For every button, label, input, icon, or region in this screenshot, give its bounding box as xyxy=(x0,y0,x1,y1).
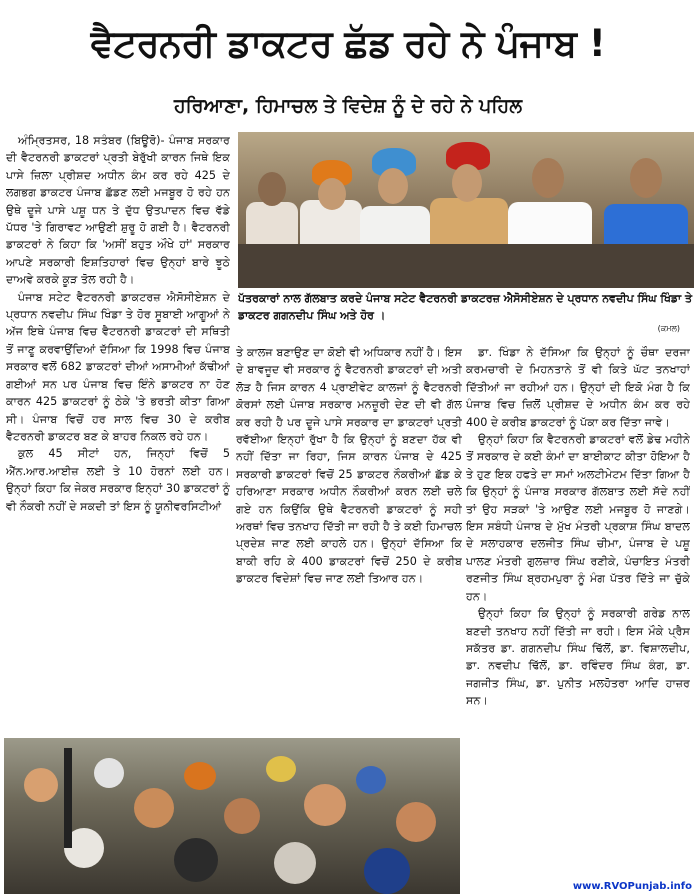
subheadline: ਹਰਿਆਣਾ, ਹਿਮਾਚਲ ਤੇ ਵਿਦੇਸ਼ ਨੂੰ ਦੇ ਰਹੇ ਨੇ ਪਹਿਲ xyxy=(173,95,523,117)
article-column-1 xyxy=(6,132,230,727)
paragraph: ਅੰਮ੍ਰਿਤਸਰ, 18 ਸਤੰਬਰ (ਬਿਊਰੋ)- ਪੰਜਾਬ ਸਰਕਾਰ ਦੀ ਵੈਟਰਨਰੀ ਡਾਕਟਰਾਂ ਪ੍ਰਤੀ ਬੇਰੁੱਖੀ ਕਾਰਨ ਜਿਥੇ ਇਕ ਪਾਸੇ ਜ਼ਿਲਾ ਪ੍ਰੀਸ਼ਦ ਅਧੀਨ ਕੰਮ ਕਰ ਰਹੇ 425 ਦੇ ਲਗਭਗ ਡਾਕਟਰ ਪੰਜਾਬ ਛੱਡਣ ਲਈ ਮਜਬੂਰ ਹੋ ਰਹੇ ਹਨ ਉਥੇ ਦੂਜੇ ਪਾਸੇ ਪਸ਼ੂ ਧਨ ਤੇ ਦੁੱਧ ਉਤਪਾਦਨ ਵਿਚ ਵੱਡੇ ਪੱਧਰ 'ਤੇ ਗਿਰਾਵਟ ਆਉਣੀ ਸ਼ੁਰੂ ਹੋ ਗਈ ਹੈ। ਵੈਟਰਨਰੀ ਡਾਕਟਰਾਂ ਨੇ ਕਿਹਾ ਕਿ 'ਅਸੀਂ ਬਹੁਤ ਔਖੇ ਹਾਂ' ਸਰਕਾਰ ਆਪਣੇ ਸਰਕਾਰੀ ਇਸ਼ਤਿਹਾਰਾਂ ਵਿਚ ਉਨ੍ਹਾਂ ਬਾਰੇ ਝੂਠੇ ਦਾਅਵੇ ਕਰਕੇ ਕੂੜ ਤੋਲ ਰਹੀ ਹੈ। xyxy=(6,134,230,287)
paragraph: ਕੁਲ 45 ਸੀਟਾਂ ਹਨ, ਜਿਨ੍ਹਾਂ ਵਿਚੋਂ 5 ਐੱਨ.ਆਰ.ਆਈਜ਼ ਲਈ ਤੇ 10 ਹੋਰਨਾਂ ਲਈ ਹਨ। ਉਨ੍ਹਾਂ ਕਿਹਾ ਕਿ ਜੇਕਰ ਸਰਕਾਰ ਇਨ੍ਹਾਂ 30 ਡਾਕਟਰਾਂ ਨੂੰ ਵੀ ਨੌਕਰੀ ਨਹੀਂ ਦੇ ਸਕਦੀ ਤਾਂ ਇਸ ਨੂੰ ਯੂਨੀਵਰਸਿਟੀਆਂ xyxy=(6,447,230,513)
paragraph: ਉਨ੍ਹਾਂ ਕਿਹਾ ਕਿ ਉਨ੍ਹਾਂ ਨੂੰ ਸਰਕਾਰੀ ਗਰੇਡ ਨਾਲ ਬਣਦੀ ਤਨਖਾਹ ਨਹੀਂ ਦਿੱਤੀ ਜਾ ਰਹੀ। ਇਸ ਮੌਕੇ ਪ੍ਰੈਸ ਸਕੱਤਰ ਡਾ. ਗਗਨਦੀਪ ਸਿੰਘ ਢਿੱਲੋਂ, ਡਾ. ਵਿਸ਼ਾਲਦੀਪ, ਡਾ. ਨਵਦੀਪ ਢਿੱਲੋਂ, ਡਾ. ਰਵਿੰਦਰ ਸਿੰਘ ਕੰਗ, ਡਾ. ਜਗਜੀਤ ਸਿੰਘ, ਡਾ. ਪੁਨੀਤ ਮਲਹੋਤਰਾ ਆਦਿ ਹਾਜ਼ਰ ਸਨ। xyxy=(466,607,690,708)
photo-caption xyxy=(238,290,694,340)
paragraph: ਉਨ੍ਹਾਂ ਕਿਹਾ ਕਿ ਵੈਟਰਨਰੀ ਡਾਕਟਰਾਂ ਵਲੋਂ ਡੇਢ ਮਹੀਨੇ ਤੋਂ ਸਰਕਾਰ ਦੇ ਕਈ ਕੰਮਾਂ ਦਾ ਬਾਈਕਾਟ ਕੀਤਾ ਹੋਇਆ ਹੈ ਤੇ ਹੁਣ ਇਕ ਹਫਤੇ ਦਾ ਸਮਾਂ ਅਲਟੀਮੇਟਮ ਦਿੱਤਾ ਗਿਆ ਹੈ ਕਿ ਉਨ੍ਹਾਂ ਨੂੰ ਪੰਜਾਬ ਸਰਕਾਰ ਗੱਲਬਾਤ ਲਈ ਸੱਦੇ ਨਹੀਂ ਤਾਂ ਉਹ ਸੜਕਾਂ 'ਤੇ ਆਉਣ ਲਈ ਮਜਬੂਰ ਹੋ ਜਾਣਗੇ। ਇਸ ਸਬੰਧੀ ਪੰਜਾਬ ਦੇ ਮੁੱਖ ਮੰਤਰੀ ਪ੍ਰਕਾਸ਼ ਸਿੰਘ ਬਾਦਲ ਦੇ ਸਲਾਹਕਾਰ ਦਲਜੀਤ ਸਿੰਘ ਚੀਮਾ, ਪੰਜਾਬ ਦੇ ਪਸ਼ੂ ਪਾਲਣ ਮੰਤਰੀ ਗੁਲਜ਼ਾਰ ਸਿੰਘ ਰਣੀਕੇ, ਪੰਚਾਇਤ ਮੰਤਰੀ ਰਣਜੀਤ ਸਿੰਘ ਬ੍ਰਹਮਪੁਰਾ ਨੂੰ ਮੰਗ ਪੱਤਰ ਦਿੱਤੇ ਜਾ ਚੁੱਕੇ ਹਨ। xyxy=(466,433,690,603)
microphone-stand xyxy=(64,748,72,848)
paragraph: ਡਾ. ਖਿੰਡਾ ਨੇ ਦੱਸਿਆ ਕਿ ਉਨ੍ਹਾਂ ਨੂੰ ਚੌਥਾ ਦਰਜਾ ਕਰਮਚਾਰੀ ਦੇ ਮਿਹਨਤਾਨੇ ਤੋਂ ਵੀ ਕਿਤੇ ਘੱਟ ਤਨਖਾਹਾਂ ਦਿੱਤੀਆਂ ਜਾ ਰਹੀਆਂ ਹਨ। ਉਨ੍ਹਾਂ ਦੀ ਇਕੋ ਮੰਗ ਹੈ ਕਿ ਪੰਜਾਬ ਵਿਚ ਜ਼ਿਲੋਂ ਪ੍ਰੀਸ਼ਦ ਦੇ ਅਧੀਨ ਕੰਮ ਕਰ ਰਹੇ 400 ਦੇ ਕਰੀਬ ਡਾਕਟਰਾਂ ਨੂੰ ਪੱਕਾ ਕਰ ਦਿੱਤਾ ਜਾਵੇ। xyxy=(466,346,690,429)
article-column-2 xyxy=(236,344,462,728)
headline: ਵੈਟਰਨਰੀ ਡਾਕਟਰ ਛੱਡ ਰਹੇ ਨੇ ਪੰਜਾਬ ! xyxy=(90,22,606,65)
paragraph: ਪੰਜਾਬ ਸਟੇਟ ਵੈਟਰਨਰੀ ਡਾਕਟਰਜ਼ ਐਸੋਸੀਏਸ਼ਨ ਦੇ ਪ੍ਰਧਾਨ ਨਵਦੀਪ ਸਿੰਘ ਖਿੰਡਾ ਤੇ ਹੋਰ ਸੂਬਾਈ ਆਗੂਆਂ ਨੇ ਅੱਜ ਇਥੇ ਪੰਜਾਬ ਵਿਚ ਵੈਟਰਨਰੀ ਡਾਕਟਰਾਂ ਦੀ ਸਥਿਤੀ ਤੋਂ ਜਾਣੂ ਕਰਵਾਉਂਦਿਆਂ ਦੱਸਿਆ ਕਿ 1998 ਵਿਚ ਪੰਜਾਬ ਸਰਕਾਰ ਵਲੋਂ 682 ਡਾਕਟਰਾਂ ਦੀਆਂ ਅਸਾਮੀਆਂ ਕੱਢੀਆਂ ਗਈਆਂ ਸਨ ਪਰ ਪੰਜਾਬ ਵਿਚ ਇੰਨੇ ਡਾਕਟਰ ਨਾ ਹੋਣ ਕਾਰਨ 425 ਡਾਕਟਰਾਂ ਨੂੰ ਠੇਕੇ 'ਤੇ ਭਰਤੀ ਕੀਤਾ ਗਿਆ ਸੀ। ਪੰਜਾਬ ਵਿਚੋਂ ਹਰ ਸਾਲ ਵਿਚ 30 ਦੇ ਕਰੀਬ ਵੈਟਰਨਰੀ ਡਾਕਟਰ ਬਣ ਕੇ ਬਾਹਰ ਨਿਕਲ ਰਹੇ ਹਨ। xyxy=(6,290,230,443)
article-column-3 xyxy=(466,344,690,879)
source-url[interactable]: www.RVOPunjab.info xyxy=(572,881,692,892)
caption-text: ਪੱਤਰਕਾਰਾਂ ਨਾਲ ਗੱਲਬਾਤ ਕਰਦੇ ਪੰਜਾਬ ਸਟੇਟ ਵੈਟਰਨਰੀ ਡਾਕਟਰਜ਼ ਐਸੋਸੀਏਸ਼ਨ ਦੇ ਪ੍ਰਧਾਨ ਨਵਦੀਪ ਸਿੰਘ ਖਿੰਡਾ ਤੇ ਡਾਕਟਰ ਗਗਨਦੀਪ ਸਿੰਘ ਅਤੇ ਹੋਰ । xyxy=(238,292,693,322)
photo-credit: (ਕਮਲ) xyxy=(657,324,680,333)
crowd-photo xyxy=(4,738,460,894)
paragraph: ਤੇ ਕਾਲਜ ਬਣਾਉਣ ਦਾ ਕੋਈ ਵੀ ਅਧਿਕਾਰ ਨਹੀਂ ਹੈ। ਇਸ ਦੇ ਬਾਵਜੂਦ ਵੀ ਸਰਕਾਰ ਨੂੰ ਵੈਟਰਨਰੀ ਡਾਕਟਰਾਂ ਦੀ ਅਤੀ ਲੋੜ ਹੈ ਜਿਸ ਕਾਰਨ 4 ਪ੍ਰਾਈਵੇਟ ਕਾਲਜਾਂ ਨੂੰ ਵੈਟਰਨਰੀ ਕੋਰਸਾਂ ਲਈ ਪੰਜਾਬ ਸਰਕਾਰ ਮਨਜ਼ੂਰੀ ਦੇਣ ਦੀ ਵੀ ਗੱਲ ਕਰ ਰਹੀ ਹੈ ਪਰ ਦੂਜੇ ਪਾਸੇ ਸਰਕਾਰ ਦਾ ਡਾਕਟਰਾਂ ਪ੍ਰਤੀ ਰਵੱਈਆ ਇਨ੍ਹਾਂ ਰੁੱਖਾ ਹੈ ਕਿ ਉਨ੍ਹਾਂ ਨੂੰ ਬਣਦਾ ਹੱਕ ਵੀ ਨਹੀਂ ਦਿੱਤਾ ਜਾ ਰਿਹਾ, ਜਿਸ ਕਾਰਨ ਪੰਜਾਬ ਦੇ 425 ਸਰਕਾਰੀ ਡਾਕਟਰਾਂ ਵਿਚੋਂ 25 ਡਾਕਟਰ ਨੌਕਰੀਆਂ ਛੱਡ ਕੇ ਹਰਿਆਣਾ ਸਰਕਾਰ ਅਧੀਨ ਨੌਕਰੀਆਂ ਕਰਨ ਲਈ ਚਲੇ ਗਏ ਹਨ ਕਿਉਂਕਿ ਉਥੇ ਵੈਟਰਨਰੀ ਡਾਕਟਰਾਂ ਨੂੰ ਸਹੀ ਅਰਥਾਂ ਵਿਚ ਤਨਖਾਹ ਦਿੱਤੀ ਜਾ ਰਹੀ ਹੈ ਤੇ ਕਈ ਹਿਮਾਚਲ ਪ੍ਰਦੇਸ਼ ਜਾਣ ਲਈ ਕਾਹਲੇ ਹਨ। ਉਨ੍ਹਾਂ ਦੱਸਿਆ ਕਿ ਬਾਕੀ ਰਹਿ ਕੇ 400 ਡਾਕਟਰਾਂ ਵਿਚੋਂ 250 ਦੇ ਕਰੀਬ ਡਾਕਟਰ ਵਿਦੇਸ਼ਾਂ ਵਿਚ ਜਾਣ ਲਈ ਤਿਆਰ ਹਨ। xyxy=(236,346,462,586)
press-conference-photo xyxy=(238,132,694,288)
